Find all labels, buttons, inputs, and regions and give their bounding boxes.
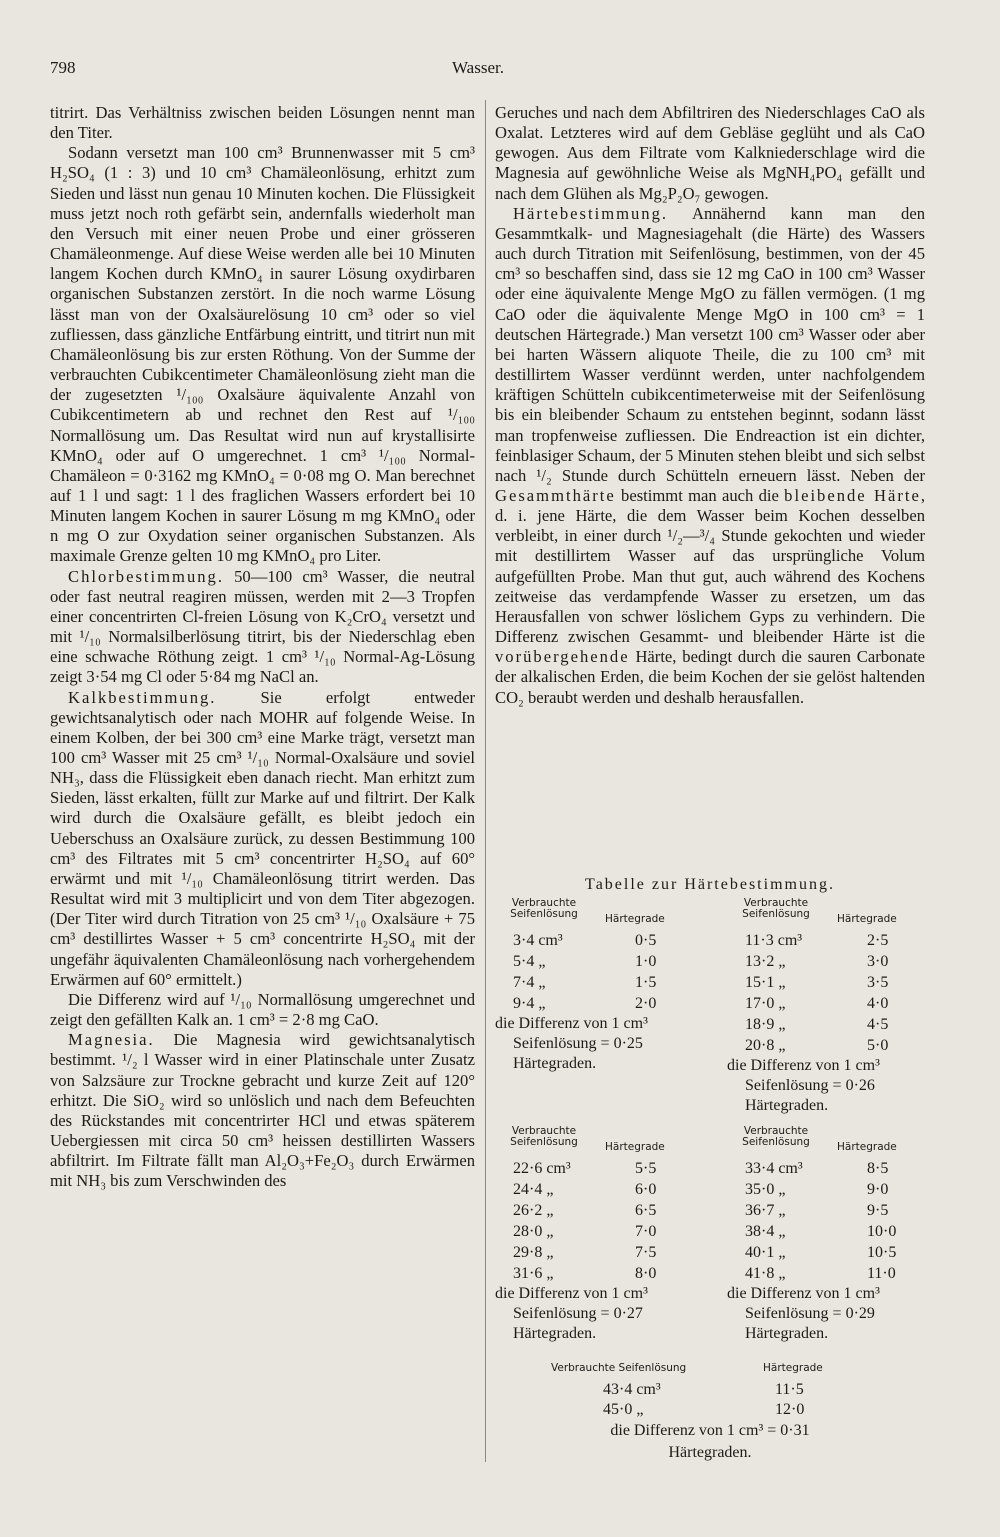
chlorine-text: 50—100 cm³ Wasser, die neutral oder fast neutral reagiren müssen, werden mit 2—3 Tropfen einer concentrirten Cl-freien Lösung von K₂CrO₄ versetzt und mit ¹/₁₀ Normalsilberlösung titrirt, bis der Niederschlag eben eine schwache Röthung zeigt. 1 cm³ ¹/₁₀ Normal-Ag-Lösung zeigt 3·54 mg Cl oder 5·84 mg NaCl an. [50,566,475,687]
heading-kalkbestimmung: Kalkbestimmung. [68,687,217,707]
table-caption: Tabelle zur Härtebestimmung. [585,876,835,893]
table-row-middle [495,1126,925,1354]
table-row: 28·0 „ 7·0 [513,1223,657,1240]
table-row: 43·4 cm³ 11·5 [603,1381,804,1398]
table-row: 36·7 „ 9·5 [745,1202,889,1219]
heading-magnesia: Magnesia. [68,1030,155,1050]
header-hardness: Härtegrade [837,913,897,925]
table-row: 7·4 „ 1·5 [513,974,657,991]
table-1-rows [495,930,705,1014]
hardness-text-1: Annähernd kann man den Gesammtkalk- und Magnesiagehalt (die Härte) des Wassers auch durch Titration mit Seifenlösung, bestimmen, von der 45 cm³ so beschaffen sind, dass sie 12 mg CaO in 100 cm³ Wasser oder eine äquivalente Menge MgO zu fällen vermögen. (1 mg CaO oder die äquivalente Menge MgO in 100 cm³ = 1 deutschen Härtegrade.) Man versetzt 100 cm³ Wasser oder aber bei harten Wässern aliquote Theile, die zu 100 cm³ mit destillirtem Wasser verdünnt werden, unter nachfolgendem kräftigen Schütteln cubikcentimeterweise mit der Seifenlösung bis ein bleibender Schaum zu entstehen beginnt, sodann lässt man tropfenweise zufliessen. Die Endreaction ist ein dichter, feinblasiger Schaum, der 5 Minuten stehen bleibt und sich selbst nach ¹/₂ Stunde durch Schütteln erneuern lässt. Neben der [495,203,925,485]
hardness-tables [495,876,925,1464]
paragraph-calcium [50,688,475,990]
paragraph-chlorine [50,567,475,688]
table-4-rows [727,1158,937,1284]
paragraph-calcium-continued: Geruches und nach dem Abfiltriren des Niederschlages CaO als Oxalat. Letzteres wird auf dem Gebläse geglüht und als CaO gewogen. Aus dem Filtrate vom Kalkniederschlage wird die Magnesia auf gewöhnliche Weise als MgNH₄PO₄ gefällt und nach dem Glühen als Mg₂P₂O₇ gewogen. [495,103,925,203]
paragraph-titer: titrirt. Das Verhältniss zwischen beiden Lösungen nennt man den Titer. [50,103,475,143]
table-4-note: die Differenz von 1 cm³ Seifenlösung = 0·29 Härtegraden. [727,1285,880,1342]
table-row: 45·0 „ 12·0 [603,1401,805,1418]
term-voruebergehende: vorübergehende [495,647,630,667]
header-soap: Verbrauchte Seifenlösung [551,1362,687,1374]
table-2 [727,898,937,1116]
table-5-note: die Differenz von 1 cm³ = 0·31 [610,1422,810,1439]
table-row: 24·4 „ 6·0 [513,1181,657,1198]
header-soap: Verbrauchte Seifenlösung [742,897,810,920]
table-2-rows [727,930,937,1056]
table-3-rows [495,1158,705,1284]
left-column [50,103,475,1191]
table-row: 9·4 „ 2·0 [513,995,657,1012]
table-row: 17·0 „ 4·0 [745,995,889,1012]
table-row: 22·6 cm³ 5·5 [513,1160,657,1177]
table-row: 29·8 „ 7·5 [513,1244,657,1261]
table-row: 20·8 „ 5·0 [745,1037,889,1054]
table-row: 26·2 „ 6·5 [513,1202,657,1219]
paragraph-difference: Die Differenz wird auf ¹/₁₀ Normallösung umgerechnet und zeigt den gefällten Kalk an. 1 cm³ = 2·8 mg CaO. [50,989,475,1030]
paragraph-hardness [495,204,925,708]
term-gesammthaerte: Gesammthärte [495,485,616,505]
table-row: 33·4 cm³ 8·5 [745,1160,889,1177]
column-divider [485,100,486,1462]
table-3 [495,1126,705,1344]
header-hardness: Härtegrade [605,913,665,925]
paragraph-magnesia [50,1030,475,1191]
hardness-text-2: bestimmt man auch die [615,485,785,505]
table-5 [495,1358,925,1464]
header-hardness: Härtegrade [837,1141,897,1153]
right-column [495,103,925,708]
term-bleibende-haerte: bleibende Härte [784,485,921,505]
table-row: 15·1 „ 3·5 [745,974,889,991]
table-row: 18·9 „ 4·5 [745,1016,889,1033]
calcium-text: Sie erfolgt entweder gewichtsanalytisch oder nach MOHR auf folgende Weise. In einem Kolben, der bei 300 cm³ eine Marke trägt, versetzt man 100 cm³ Wasser mit 25 cm³ ¹/₁₀ Normal-Oxalsäure und soviel NH₃, dass die Flüssigkeit eben danach riecht. Man erhitzt zum Sieden, lässt erkalten, füllt zur Marke auf und filtrirt. Der Kalk wird durch die Oxalsäure gefällt, es bleibt jedoch ein Ueberschuss an Oxalsäure zurück, zu dessen Bestimmung 100 cm³ des Filtrates mit 5 cm³ concentrirter H₂SO₄ auf 60° erwärmt und mit ¹/₁₀ Chamäleonlösung titrirt werden. Das Resultat wird mit 3 multiplicirt und von dem Titer abgezogen. (Der Titer wird durch Titration von 25 cm³ ¹/₁₀ Oxalsäure + 75 cm³ destillirtes Wasser + 5 cm³ concentrirte H₂SO₄ mit der ungefähr äquivalenten Chamäleonlösung nach vorhergehendem Erwärmen auf 60° ermittelt.) [50,687,475,989]
table-3-note: die Differenz von 1 cm³ Seifenlösung = 0·27 Härtegraden. [495,1285,648,1342]
table-4 [727,1126,937,1344]
table-row: 5·4 „ 1·0 [513,953,657,970]
header-soap: Verbrauchte Seifenlösung [510,897,578,920]
header-soap: Verbrauchte Seifenlösung [510,1125,578,1148]
hardness-text-4: Härte, bedingt durch die sauren Carbonate der alkalischen Erden, die beim Kochen der sie gelöst haltenden CO₂ beraubt werden und deshalb herausfallen. [495,647,925,707]
header-soap: Verbrauchte Seifenlösung [742,1125,810,1148]
table-2-note: die Differenz von 1 cm³ Seifenlösung = 0·26 Härtegraden. [727,1057,880,1114]
heading-haertebestimmung: Härtebestimmung. [513,203,669,223]
table-row: 31·6 „ 8·0 [513,1265,657,1282]
table-5-note-unit: Härtegraden. [668,1444,752,1461]
table-row: 13·2 „ 3·0 [745,953,889,970]
table-row: 3·4 cm³ 0·5 [513,932,657,949]
table-row: 40·1 „ 10·5 [745,1244,897,1261]
table-row: 38·4 „ 10·0 [745,1223,897,1240]
paragraph-oxidation: Sodann versetzt man 100 cm³ Brunnenwasser mit 5 cm³ H₂SO₄ (1 : 3) und 10 cm³ Chamäleonlösung, erhitzt zum Sieden und lässt nun genau 10 Minuten kochen. Die Flüssigkeit muss jetzt noch roth gefärbt sein, andernfalls wiederholt man den Versuch mit einer neuen Probe und einer grösseren Chamäleonmenge. Auf diese Weise werden alle bei 10 Minuten langem Kochen durch KMnO₄ in saurer Lösung oxydirbaren organischen Substanzen zerstört. In die noch warme Lösung lässt man von der Oxalsäurelösung 10 cm³ oder so viel zufliessen, dass gänzliche Entfärbung eintritt, und titrirt nun mit Chamäleonlösung bis zur ersten Röthung. Von der Summe der verbrauchten Cubikcentimeter Chamäleonlösung zieht man die der zugesetzten ¹/₁₀₀ Oxalsäure äquivalente Anzahl von Cubikcentimetern ab und rechnet den Rest auf ¹/₁₀₀ Normallösung um. Das Resultat wird nun auf krystallisirte KMnO₄ oder auf O umgerechnet. 1 cm³ ¹/₁₀₀ Normal-Chamäleon = 0·3162 mg KMnO₄ = 0·08 mg O. Man berechnet auf 1 l und sagt: 1 l des fraglichen Wassers erfordert bei 10 Minuten langem Kochen in saurer Lösung m mg KMnO₄ oder n mg O zur Oxydation seiner organischen Substanzen. Als maximale Grenze gelten 10 mg KMnO₄ pro Liter. [50,143,475,566]
table-1-note: die Differenz von 1 cm³ Seifenlösung = 0·25 Härtegraden. [495,1015,648,1072]
table-row-upper [495,898,925,1126]
page-number: 798 [50,58,76,77]
table-row: 35·0 „ 9·0 [745,1181,889,1198]
running-title: Wasser. [452,58,504,77]
table-1 [495,898,705,1074]
heading-chlorbestimmung: Chlorbestimmung. [68,566,224,586]
hardness-text-3: , d. i. jene Härte, die dem Wasser beim Kochen desselben verbleibt, in einer durch ¹/₂—³/₄ Stunde gekochten und wieder mit destillirtem Wasser auf das ursprüngliche Volum aufgefüllten Probe. Man thut gut, auch während des Kochens zeitweise das verdampfende Wasser zu ersetzen, um das Herausfallen von schwer löslichem Gyps zu verhindern. Die Differenz zwischen Gesammt- und bleibender Härte ist die [495,485,925,647]
header-hardness: Härtegrade [605,1141,665,1153]
header-hardness: Härtegrade [763,1362,823,1374]
magnesia-text: Die Magnesia wird gewichtsanalytisch bestimmt. ¹/₂ l Wasser wird in einer Platinschale unter Zusatz von Salzsäure zur Trockne gebracht und kurze Zeit auf 120° erhitzt. Die SiO₂ wird so unlöslich und nach dem Befeuchten des Rückstandes mit concentrirter HCl und etwas späterem Uebergiessen mit circa 50 cm³ heissen destillirten Wassers abfiltrirt. Im Filtrate fällt man Al₂O₃+Fe₂O₃ durch Erwärmen mit NH₃ bis zum Verschwinden des [50,1030,475,1191]
table-row: 41·8 „ 11·0 [745,1265,896,1282]
table-row: 11·3 cm³ 2·5 [745,932,889,949]
